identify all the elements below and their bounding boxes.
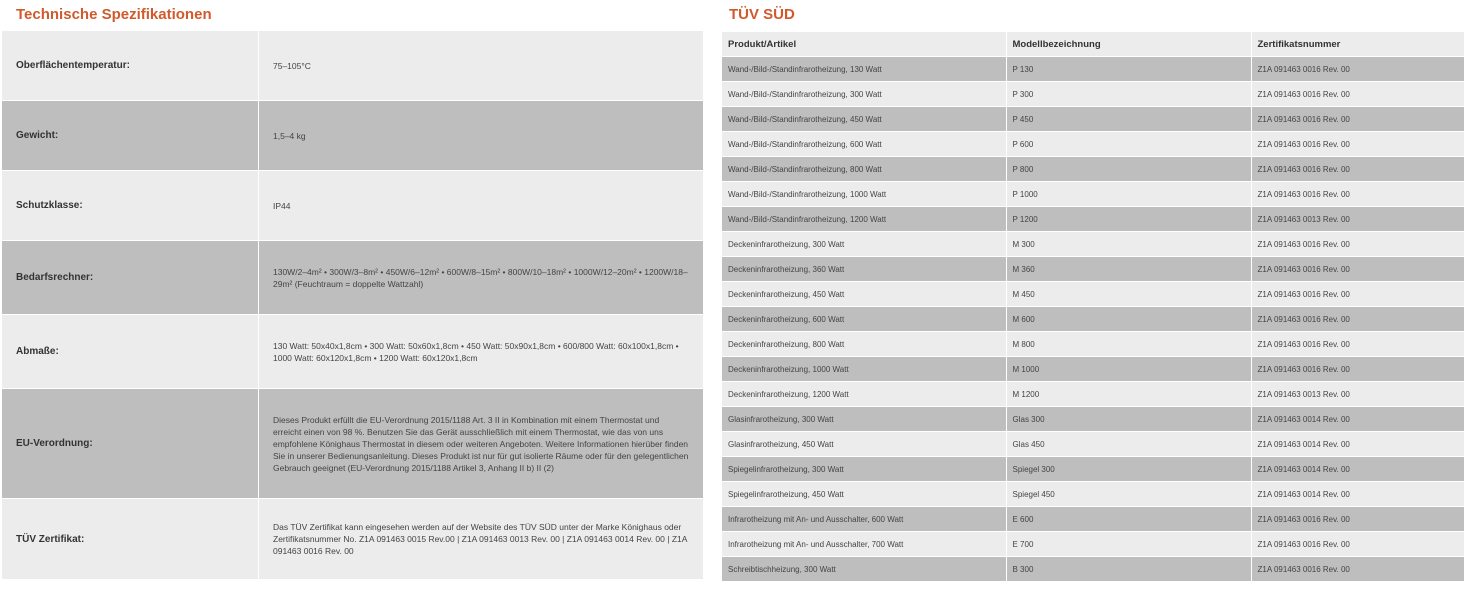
- model-cell: M 1000: [1006, 357, 1251, 382]
- spec-value: IP44: [258, 171, 703, 240]
- certificate-cell: Z1A 091463 0016 Rev. 00: [1251, 257, 1464, 282]
- spec-value: 1,5–4 kg: [258, 101, 703, 170]
- model-cell: M 450: [1006, 282, 1251, 307]
- spec-value: 75–105°C: [258, 31, 703, 100]
- model-cell: Glas 450: [1006, 432, 1251, 457]
- table-row: [722, 82, 1464, 107]
- spec-row-dimensions: [2, 315, 703, 389]
- table-row: [722, 132, 1464, 157]
- certificate-cell: Z1A 091463 0016 Rev. 00: [1251, 132, 1464, 157]
- table-row: [722, 557, 1464, 582]
- product-cell: Spiegelinfrarotheizung, 450 Watt: [722, 482, 1006, 507]
- product-cell: Infrarotheizung mit An- und Ausschalter, 600 Watt: [722, 507, 1006, 532]
- model-cell: E 600: [1006, 507, 1251, 532]
- spec-row-tuv-certificate: [2, 499, 703, 580]
- table-row: [722, 157, 1464, 182]
- certificate-cell: Z1A 091463 0016 Rev. 00: [1251, 182, 1464, 207]
- model-cell: P 130: [1006, 57, 1251, 82]
- model-cell: P 450: [1006, 107, 1251, 132]
- certificate-cell: Z1A 091463 0016 Rev. 00: [1251, 307, 1464, 332]
- model-cell: P 1000: [1006, 182, 1251, 207]
- spec-label: Abmaße:: [16, 346, 59, 357]
- table-row: [722, 257, 1464, 282]
- tuv-title: TÜV SÜD: [729, 6, 795, 23]
- model-cell: M 300: [1006, 232, 1251, 257]
- product-cell: Wand-/Bild-/Standinfrarotheizung, 600 Watt: [722, 132, 1006, 157]
- model-cell: M 600: [1006, 307, 1251, 332]
- spec-value: 130 Watt: 50x40x1,8cm • 300 Watt: 50x60x1,8cm • 450 Watt: 50x90x1,8cm • 600/800 Watt: 60x100x1,8cm • 1000 Watt: 60x120x1,8cm • 1200 Watt: 60x120x1,8cm: [258, 315, 703, 388]
- certificate-cell: Z1A 091463 0014 Rev. 00: [1251, 407, 1464, 432]
- table-row: [722, 357, 1464, 382]
- model-cell: B 300: [1006, 557, 1251, 582]
- model-cell: M 800: [1006, 332, 1251, 357]
- spec-label: Bedarfsrechner:: [16, 272, 94, 283]
- spec-value: 130W/2–4m² • 300W/3–8m² • 450W/6–12m² • 600W/8–15m² • 800W/10–18m² • 1000W/12–20m² • 1200W/18–29m² (Feuchtraum = doppelte Wattzahl): [258, 241, 703, 314]
- model-cell: P 600: [1006, 132, 1251, 157]
- certificate-cell: Z1A 091463 0016 Rev. 00: [1251, 507, 1464, 532]
- table-row: [722, 457, 1464, 482]
- spec-row-demand-calculator: [2, 241, 703, 315]
- certificate-cell: Z1A 091463 0016 Rev. 00: [1251, 557, 1464, 582]
- certificate-cell: Z1A 091463 0016 Rev. 00: [1251, 357, 1464, 382]
- model-cell: P 300: [1006, 82, 1251, 107]
- spec-row-weight: [2, 101, 703, 171]
- product-cell: Deckeninfrarotheizung, 1000 Watt: [722, 357, 1006, 382]
- table-row: [722, 207, 1464, 232]
- table-row: [722, 432, 1464, 457]
- product-cell: Wand-/Bild-/Standinfrarotheizung, 130 Watt: [722, 57, 1006, 82]
- product-cell: Glasinfrarotheizung, 450 Watt: [722, 432, 1006, 457]
- product-cell: Deckeninfrarotheizung, 600 Watt: [722, 307, 1006, 332]
- spec-label: EU-Verordnung:: [16, 438, 93, 449]
- spec-label: TÜV Zertifikat:: [16, 533, 85, 545]
- spec-row-protection-class: [2, 171, 703, 241]
- table-row: [722, 307, 1464, 332]
- column-header-model: Modellbezeichnung: [1006, 32, 1251, 57]
- certificate-cell: Z1A 091463 0013 Rev. 00: [1251, 382, 1464, 407]
- table-header-row: [722, 32, 1464, 57]
- tuv-certificate-table: [722, 32, 1464, 582]
- spec-row-eu-regulation: [2, 389, 703, 499]
- product-cell: Wand-/Bild-/Standinfrarotheizung, 1200 Watt: [722, 207, 1006, 232]
- table-row: [722, 332, 1464, 357]
- model-cell: M 1200: [1006, 382, 1251, 407]
- spec-label: Oberflächentemperatur:: [16, 60, 130, 71]
- product-cell: Deckeninfrarotheizung, 800 Watt: [722, 332, 1006, 357]
- certificate-cell: Z1A 091463 0014 Rev. 00: [1251, 432, 1464, 457]
- certificate-cell: Z1A 091463 0016 Rev. 00: [1251, 282, 1464, 307]
- table-row: [722, 482, 1464, 507]
- certificate-cell: Z1A 091463 0016 Rev. 00: [1251, 82, 1464, 107]
- specs-table: [2, 31, 703, 580]
- column-header-product: Produkt/Artikel: [722, 32, 1006, 57]
- spec-value: Das TÜV Zertifikat kann eingesehen werden auf der Website des TÜV SÜD unter der Marke Könighaus oder Zertifikatsnummer No. Z1A 091463 0015 Rev.00 | Z1A 091463 0013 Rev. 00 | Z1A 091463 0014 Rev. 00 | Z1A 091463 0016 Rev. 00: [258, 499, 703, 579]
- spec-label: Gewicht:: [16, 130, 59, 141]
- certificate-cell: Z1A 091463 0016 Rev. 00: [1251, 107, 1464, 132]
- product-cell: Deckeninfrarotheizung, 360 Watt: [722, 257, 1006, 282]
- product-cell: Wand-/Bild-/Standinfrarotheizung, 1000 Watt: [722, 182, 1006, 207]
- certificate-cell: Z1A 091463 0016 Rev. 00: [1251, 57, 1464, 82]
- table-row: [722, 182, 1464, 207]
- table-row: [722, 57, 1464, 82]
- spec-row-temperature: [2, 31, 703, 101]
- table-row: [722, 282, 1464, 307]
- product-cell: Wand-/Bild-/Standinfrarotheizung, 800 Watt: [722, 157, 1006, 182]
- product-cell: Glasinfrarotheizung, 300 Watt: [722, 407, 1006, 432]
- certificate-cell: Z1A 091463 0016 Rev. 00: [1251, 532, 1464, 557]
- product-cell: Wand-/Bild-/Standinfrarotheizung, 450 Watt: [722, 107, 1006, 132]
- table-row: [722, 107, 1464, 132]
- product-cell: Deckeninfrarotheizung, 1200 Watt: [722, 382, 1006, 407]
- table-row: [722, 382, 1464, 407]
- certificate-cell: Z1A 091463 0014 Rev. 00: [1251, 482, 1464, 507]
- spec-value: Dieses Produkt erfüllt die EU-Verordnung 2015/1188 Art. 3 II in Kombination mit einem Thermostat und erreicht einen von 98 %. Benutzen Sie das Gerät ausschließlich mit einem Thermostat, wie das von uns empfohlene Könighaus Thermostat in diesem oder weiteren Angeboten. Weitere Informationen hierüber finden Sie in unserer Bedienungsanleitung. Dieses Produkt ist nur für gut isolierte Räume oder für den gelegentlichen Gebrauch geeignet (EU-Verordnung 2015/1188 Artikel 3, Anhang II b) II (2): [258, 389, 703, 498]
- product-cell: Wand-/Bild-/Standinfrarotheizung, 300 Watt: [722, 82, 1006, 107]
- certificate-cell: Z1A 091463 0016 Rev. 00: [1251, 232, 1464, 257]
- certificate-cell: Z1A 091463 0016 Rev. 00: [1251, 332, 1464, 357]
- model-cell: M 360: [1006, 257, 1251, 282]
- column-header-certificate: Zertifikatsnummer: [1251, 32, 1464, 57]
- product-cell: Deckeninfrarotheizung, 450 Watt: [722, 282, 1006, 307]
- product-cell: Deckeninfrarotheizung, 300 Watt: [722, 232, 1006, 257]
- model-cell: Glas 300: [1006, 407, 1251, 432]
- table-row: [722, 507, 1464, 532]
- table-row: [722, 532, 1464, 557]
- certificate-cell: Z1A 091463 0016 Rev. 00: [1251, 157, 1464, 182]
- product-cell: Schreibtischheizung, 300 Watt: [722, 557, 1006, 582]
- model-cell: E 700: [1006, 532, 1251, 557]
- model-cell: P 800: [1006, 157, 1251, 182]
- product-cell: Spiegelinfrarotheizung, 300 Watt: [722, 457, 1006, 482]
- model-cell: Spiegel 300: [1006, 457, 1251, 482]
- table-row: [722, 407, 1464, 432]
- product-cell: Infrarotheizung mit An- und Ausschalter, 700 Watt: [722, 532, 1006, 557]
- table-row: [722, 232, 1464, 257]
- specs-title: Technische Spezifikationen: [16, 6, 212, 23]
- model-cell: P 1200: [1006, 207, 1251, 232]
- certificate-cell: Z1A 091463 0014 Rev. 00: [1251, 457, 1464, 482]
- tuv-table-body: [722, 57, 1464, 582]
- model-cell: Spiegel 450: [1006, 482, 1251, 507]
- certificate-cell: Z1A 091463 0013 Rev. 00: [1251, 207, 1464, 232]
- spec-label: Schutzklasse:: [16, 200, 83, 211]
